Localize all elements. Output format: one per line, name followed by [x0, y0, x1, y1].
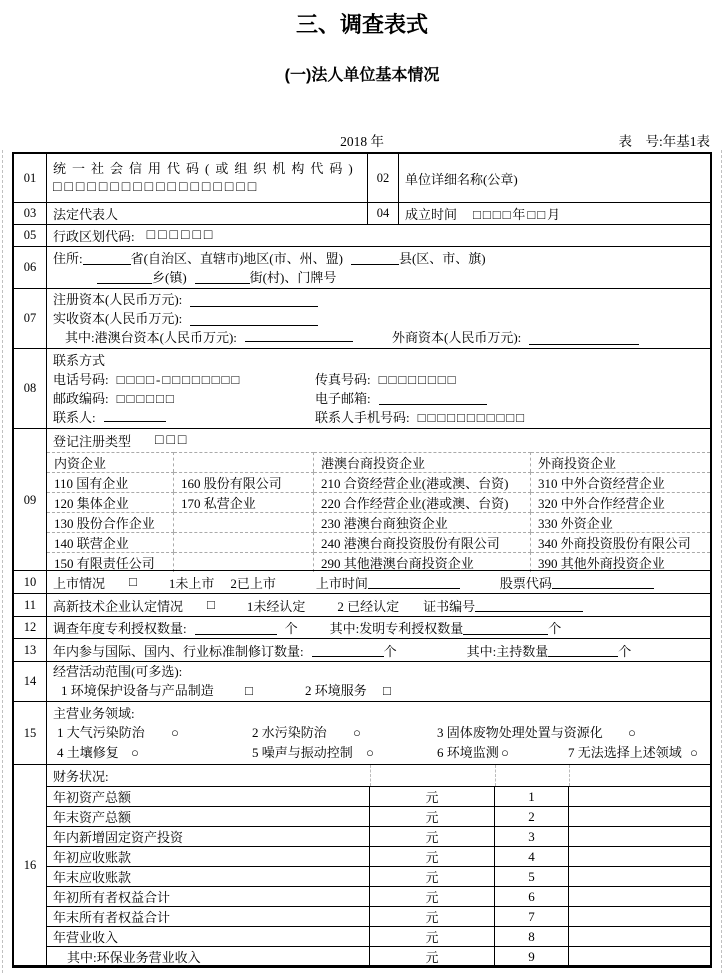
stock-code-label: 股票代码 — [499, 575, 552, 591]
fin-unit: 元 — [370, 886, 495, 906]
unified-credit-code-boxes[interactable]: □□□□□□□□□□□□□□□□□□ — [53, 180, 260, 195]
financial-header-spacer — [495, 765, 569, 786]
row-no: 16 — [14, 765, 47, 966]
legal-representative-cell — [47, 203, 367, 224]
field-solid-waste-radio[interactable]: ○ — [628, 724, 636, 740]
field-soil-radio[interactable]: ○ — [131, 744, 139, 760]
address-street-label: 街(村)、门牌号 — [249, 269, 337, 285]
grid-cell: 330 外资企业 — [531, 512, 710, 532]
form-number-label: 表 号:年基1表 — [618, 134, 710, 149]
postal-boxes[interactable]: □□□□□□ — [116, 390, 176, 406]
grid-cell: 310 中外合资经营企业 — [531, 472, 710, 492]
grid-cell: 130 股份合作企业 — [47, 512, 174, 532]
field-air-radio[interactable]: ○ — [171, 724, 179, 740]
patent-cell — [47, 617, 710, 638]
admin-division-boxes[interactable]: □□□□□□ — [146, 227, 216, 243]
stock-code-blank[interactable] — [552, 575, 654, 589]
invention-patent-label: 其中:发明专利授权数量 — [329, 621, 464, 636]
phone-label: 电话号码: — [53, 371, 109, 387]
legal-representative-label: 法定代表人 — [53, 207, 119, 222]
fin-value-blank[interactable] — [569, 806, 710, 826]
founding-time-cell — [399, 203, 710, 224]
financial-status-label: 财务状况: — [53, 769, 109, 784]
founding-time-label: 成立时间 — [405, 207, 458, 222]
fin-code: 7 — [495, 906, 569, 926]
postal-group — [53, 389, 315, 408]
scope-item-equipment: 1 环境保护设备与产品制造 — [61, 683, 214, 698]
hmt-capital-group — [65, 328, 392, 347]
field-solid-waste: 3 固体废物处理处置与资源化 — [437, 724, 603, 740]
standards-count-blank[interactable] — [312, 643, 384, 657]
standards-unit-label: 个 — [383, 643, 397, 659]
hosted-unit-label: 个 — [618, 643, 632, 659]
year-label: 2018 年 — [340, 134, 384, 149]
email-label: 电子邮箱: — [315, 390, 371, 406]
contact-title: 联系方式 — [53, 352, 106, 368]
grid-cell: 150 有限责任公司 — [47, 552, 174, 572]
fin-code: 8 — [495, 926, 569, 946]
row-no: 09 — [14, 429, 47, 572]
grid-cell: 210 合资经营企业(港或澳、台资) — [314, 472, 531, 492]
hightech-label: 高新技术企业认定情况 — [53, 598, 184, 614]
certificate-no-label: 证书编号 — [423, 598, 476, 614]
fin-value-blank[interactable] — [569, 866, 710, 886]
contact-cell — [47, 349, 710, 428]
invention-unit-label: 个 — [548, 621, 562, 636]
invention-patent-blank[interactable] — [463, 621, 548, 635]
fin-code: 5 — [495, 866, 569, 886]
row-credit-code-and-name — [14, 154, 710, 202]
field-soil-remediation: 4 土壤修复 — [57, 744, 119, 760]
listing-option-listed: 2已上市 — [230, 575, 276, 591]
paidin-capital-blank[interactable] — [190, 312, 318, 326]
standards-cell — [47, 639, 710, 661]
address-cell — [47, 247, 710, 288]
hosted-count-label: 其中:主持数量 — [466, 643, 549, 659]
unit-name-cell — [399, 154, 710, 202]
financial-grid — [47, 786, 710, 966]
grid-cell: 170 私营企业 — [174, 492, 314, 512]
admin-division-cell — [47, 225, 710, 246]
listing-checkbox[interactable]: □ — [129, 574, 137, 589]
grid-cell: 390 其他外商投资企业 — [531, 552, 710, 572]
row-no: 08 — [14, 349, 47, 428]
fin-code: 9 — [495, 946, 569, 966]
page-title: 三、调查表式 — [295, 12, 428, 37]
main-field-cell — [47, 702, 710, 764]
fin-code: 3 — [495, 826, 569, 846]
section-title: (一)法人单位基本情况 — [284, 67, 440, 84]
row-no: 14 — [14, 662, 47, 701]
grid-cell: 港澳台商投资企业 — [314, 452, 531, 472]
row-financial-status — [14, 764, 710, 966]
fin-code: 2 — [495, 806, 569, 826]
grid-cell: 110 国有企业 — [47, 472, 174, 492]
address-county-blank[interactable] — [351, 251, 399, 265]
row-no: 12 — [14, 617, 47, 638]
row-no: 06 — [14, 247, 47, 288]
page-boundary-left — [2, 150, 3, 973]
field-water-radio[interactable]: ○ — [353, 724, 361, 740]
registration-type-grid — [47, 452, 710, 572]
grid-cell — [174, 452, 314, 472]
registration-type-label: 登记注册类型 — [53, 434, 132, 449]
row-address — [14, 246, 710, 288]
grid-cell: 120 集体企业 — [47, 492, 174, 512]
fin-value-blank[interactable] — [569, 786, 710, 806]
paidin-capital-label: 实收资本(人民币万元): — [53, 311, 183, 326]
fin-label: 年营业收入 — [47, 926, 370, 946]
fin-label: 年内新增固定资产投资 — [47, 826, 370, 846]
form-table — [12, 152, 712, 968]
registration-type-boxes[interactable]: □□□ — [155, 432, 190, 448]
mobile-label: 联系人手机号码: — [315, 409, 410, 425]
main-field-label: 主营业务领域: — [53, 705, 135, 721]
row-patent-count — [14, 616, 710, 638]
patent-count-blank[interactable] — [195, 621, 277, 635]
scope-service-checkbox[interactable]: □ — [383, 683, 391, 698]
fin-value-blank[interactable] — [569, 886, 710, 906]
fin-label: 年初所有者权益合计 — [47, 886, 370, 906]
hosted-count-blank[interactable] — [548, 643, 618, 657]
field-none-radio[interactable]: ○ — [690, 744, 698, 760]
fin-label: 年末资产总额 — [47, 806, 370, 826]
business-scope-cell — [47, 662, 710, 701]
fin-value-blank[interactable] — [569, 926, 710, 946]
admin-division-label: 行政区划代码: — [53, 229, 135, 244]
row-legal-rep-and-founding — [14, 202, 710, 224]
fin-label: 其中:环保业务营业收入 — [47, 946, 370, 966]
row-no: 02 — [367, 154, 399, 202]
row-contact-info — [14, 348, 710, 428]
row-no: 04 — [367, 203, 399, 224]
fin-value-blank[interactable] — [569, 946, 710, 966]
listing-cell — [47, 571, 710, 593]
scope-item-service: 2 环境服务 — [305, 683, 367, 698]
patent-count-label: 调查年度专利授权数量: — [53, 621, 187, 636]
standards-count-label: 年内参与国际、国内、行业标准制修订数量: — [53, 643, 304, 659]
fin-label: 年初应收账款 — [47, 846, 370, 866]
table-meta — [12, 130, 712, 150]
row-no: 05 — [14, 225, 47, 246]
financial-header-spacer — [569, 765, 710, 786]
certificate-no-blank[interactable] — [475, 598, 583, 612]
financial-header-spacer — [370, 765, 495, 786]
address-town-label: 乡(镇) — [152, 269, 187, 285]
row-listing-status — [14, 570, 710, 593]
field-noise-vibration: 5 噪声与振动控制 — [252, 744, 353, 760]
row-no: 10 — [14, 571, 47, 593]
grid-cell: 230 港澳台商独资企业 — [314, 512, 531, 532]
listing-label: 上市情况 — [53, 575, 106, 591]
address-county-label: 县(区、市、旗) — [398, 250, 486, 266]
foreign-capital-label: 外商资本(人民币万元): — [392, 330, 522, 345]
field-noise-radio[interactable]: ○ — [366, 744, 374, 760]
fin-value-blank[interactable] — [569, 906, 710, 926]
address-province-label: 省(自治区、直辖市)地区(市、州、盟) — [130, 250, 343, 266]
registered-capital-label: 注册资本(人民币万元): — [53, 292, 183, 307]
hmt-capital-label: 其中:港澳台资本(人民币万元): — [65, 330, 237, 345]
hightech-option-not-certified: 1未经认定 — [246, 598, 306, 614]
phone-boxes[interactable]: □□□□-□□□□□□□□ — [116, 371, 242, 387]
phone-group — [53, 370, 315, 389]
field-env-monitoring: 6 环境监测 — [437, 744, 499, 760]
email-blank[interactable] — [379, 391, 487, 405]
grid-cell — [174, 512, 314, 532]
fin-unit: 元 — [370, 906, 495, 926]
unified-credit-code-label: 统一社会信用代码(或组织机构代码) — [53, 161, 359, 176]
row-standards-count — [14, 638, 710, 661]
address-town-blank[interactable] — [97, 270, 152, 284]
grid-cell: 外商投资企业 — [531, 452, 710, 472]
contact-person-label: 联系人: — [53, 409, 96, 425]
row-admin-division-code — [14, 224, 710, 246]
listing-time-blank[interactable] — [368, 575, 460, 589]
grid-cell — [174, 552, 314, 572]
address-label: 住所: — [53, 250, 83, 266]
row-hightech-certification — [14, 593, 710, 616]
grid-cell: 290 其他港澳台商投资企业 — [314, 552, 531, 572]
fin-unit: 元 — [370, 786, 495, 806]
address-street-blank[interactable] — [195, 270, 250, 284]
capital-cell — [47, 289, 710, 348]
fin-label: 年初资产总额 — [47, 786, 370, 806]
scope-equipment-checkbox[interactable]: □ — [245, 683, 253, 698]
fin-unit: 元 — [370, 806, 495, 826]
business-scope-label: 经营活动范围(可多选): — [53, 664, 183, 679]
listing-option-not-listed: 1未上市 — [168, 575, 215, 591]
fin-unit: 元 — [370, 866, 495, 886]
mobile-boxes[interactable]: □□□□□□□□□□□ — [417, 409, 526, 425]
row-no: 13 — [14, 639, 47, 661]
grid-cell: 160 股份有限公司 — [174, 472, 314, 492]
fin-label: 年末应收账款 — [47, 866, 370, 886]
field-monitoring-radio[interactable]: ○ — [501, 744, 509, 760]
field-none-of-above: 7 无法选择上述领域 — [568, 744, 682, 760]
row-no: 03 — [14, 203, 47, 224]
fin-code: 4 — [495, 846, 569, 866]
page-boundary-right — [721, 150, 722, 973]
grid-cell: 内资企业 — [47, 452, 174, 472]
fin-code: 6 — [495, 886, 569, 906]
unified-credit-code-cell — [47, 154, 367, 202]
row-main-business-field — [14, 701, 710, 764]
fin-label: 年末所有者权益合计 — [47, 906, 370, 926]
grid-cell: 340 外商投资股份有限公司 — [531, 532, 710, 552]
fin-code: 1 — [495, 786, 569, 806]
grid-cell: 220 合作经营企业(港或澳、台资) — [314, 492, 531, 512]
hightech-cell — [47, 594, 710, 616]
fax-boxes[interactable]: □□□□□□□□ — [378, 371, 458, 387]
row-no: 01 — [14, 154, 47, 202]
contact-person-blank[interactable] — [104, 408, 166, 422]
field-air-pollution: 1 大气污染防治 — [57, 724, 145, 740]
contact-person-group — [53, 408, 315, 427]
row-capital — [14, 288, 710, 348]
grid-cell — [174, 532, 314, 552]
grid-cell: 320 中外合作经营企业 — [531, 492, 710, 512]
grid-cell: 240 港澳台商投资股份有限公司 — [314, 532, 531, 552]
fin-unit: 元 — [370, 846, 495, 866]
row-no: 15 — [14, 702, 47, 764]
row-business-scope — [14, 661, 710, 701]
fin-unit: 元 — [370, 826, 495, 846]
row-no: 11 — [14, 594, 47, 616]
postal-label: 邮政编码: — [53, 390, 109, 406]
registered-capital-blank[interactable] — [190, 293, 318, 307]
listing-time-label: 上市时间 — [315, 575, 368, 591]
field-water-pollution: 2 水污染防治 — [252, 724, 327, 740]
fax-label: 传真号码: — [315, 371, 371, 387]
address-province-blank[interactable] — [83, 251, 131, 265]
grid-cell: 140 联营企业 — [47, 532, 174, 552]
fin-unit: 元 — [370, 946, 495, 966]
patent-unit-label: 个 — [284, 621, 298, 636]
fin-value-blank[interactable] — [569, 826, 710, 846]
hightech-option-certified: 2 已经认定 — [337, 598, 400, 614]
hightech-checkbox[interactable]: □ — [207, 597, 215, 612]
row-registration-type — [14, 428, 710, 570]
fin-unit: 元 — [370, 926, 495, 946]
foreign-capital-blank[interactable] — [529, 331, 639, 345]
hmt-capital-blank[interactable] — [245, 328, 353, 342]
unit-name-label: 单位详细名称(公章) — [405, 171, 518, 187]
row-no: 07 — [14, 289, 47, 348]
founding-time-boxes[interactable]: □□□□年□□月 — [473, 207, 563, 222]
fin-value-blank[interactable] — [569, 846, 710, 866]
